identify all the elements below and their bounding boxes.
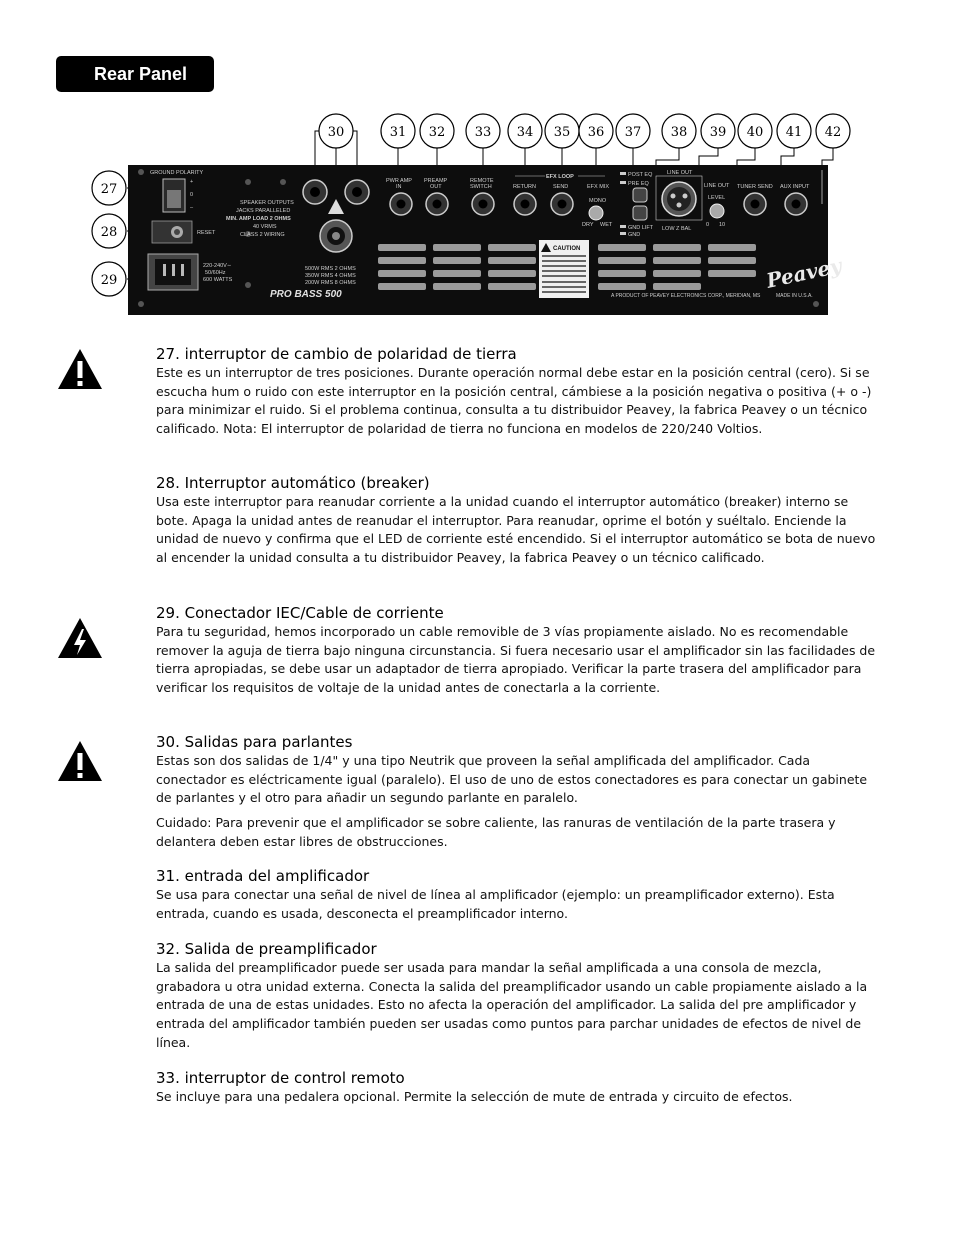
- section-27-title: 27. interruptor de cambio de polaridad de tierra: [156, 345, 517, 363]
- ground-minus-label: –: [190, 205, 194, 211]
- aux-input-label: AUX INPUT: [780, 184, 810, 190]
- efx-mix-knob: [589, 206, 603, 220]
- rear-panel-diagram: [0, 0, 954, 330]
- pwr-amp-in-label-1: PWR AMP: [386, 178, 412, 184]
- speaker-outputs-line-5: CLASS 2 WIRING: [240, 232, 285, 238]
- section-32-text: La salida del preamplificador puede ser usada para mandar la señal amplificada a una consola de mezcla, grabadora u otra unidad externa. Conecta la salida del preamplificador usando un cable propiamente aislado a la entrada de una de estas unidades. Esto no afecta la operación del amplificador. La salida del pre amplificador y entrada del amplificador también pueden ser usadas como puntos para parchar unidades de efectos de nivel de línea.: [156, 960, 868, 1050]
- remote-switch-jack: [472, 193, 494, 215]
- callout-27-label: 27: [100, 182, 118, 197]
- section-27: [156, 345, 876, 439]
- power-spec-line-1: 500W RMS 2 OHMS: [305, 266, 356, 272]
- section-33-title: 33. interruptor de control remoto: [156, 1069, 405, 1087]
- made-in-text: MADE IN U.S.A.: [776, 293, 813, 299]
- mono-label: MONO: [589, 198, 607, 204]
- speaker-output-jack-2: [345, 180, 369, 204]
- return-label: RETURN: [513, 184, 536, 190]
- section-29: [156, 604, 876, 698]
- section-32: [156, 940, 876, 1053]
- section-33-text: Se incluye para una pedalera opcional. Permite la selección de mute de entrada y circuito de efectos.: [156, 1089, 793, 1104]
- xlr-line-out-connector: [662, 182, 696, 216]
- callout-28-label: 28: [100, 225, 118, 240]
- power-rating-line-1: 220-240V∼: [203, 263, 232, 269]
- callout-40: [738, 114, 772, 148]
- callout-37-label: 37: [624, 125, 642, 140]
- callout-37: [616, 114, 650, 148]
- section-28-title: 28. Interruptor automático (breaker): [156, 474, 430, 492]
- line-out-level-label-1: LINE OUT: [704, 183, 730, 189]
- low-z-bal-label: LOW Z BAL: [662, 226, 692, 232]
- line-out-level-label-2: LEVEL: [708, 195, 726, 201]
- speaker-outputs-line-2: JACKS PARALLELED: [236, 208, 291, 214]
- callout-29-label: 29: [100, 273, 118, 288]
- callout-30: [319, 114, 353, 148]
- caution-label: CAUTION: [553, 246, 581, 252]
- callout-39: [701, 114, 735, 148]
- section-30-title: 30. Salidas para parlantes: [156, 733, 353, 751]
- speaker-outputs-line-1: SPEAKER OUTPUTS: [240, 200, 294, 206]
- callout-33-label: 33: [474, 125, 492, 140]
- section-31: [156, 867, 876, 923]
- wet-label: WET: [600, 222, 613, 228]
- return-jack: [514, 193, 536, 215]
- product-of-text: A PRODUCT OF PEAVEY ELECTRONICS CORP., MERIDIAN, MS: [611, 293, 761, 299]
- efx-loop-label: EFX LOOP: [546, 174, 574, 180]
- section-27-text: Este es un interruptor de tres posiciones. Durante operación normal debe estar en la posición central (cero). Si se escucha hum o ruido con este interruptor en la posición central, cámbiese a la posición negativa o positiva (+ o -) para minimizar el ruido. Si el problema continua, consulta a tu distribuidor Peavey, la fabrica Peavey o un técnico calificado. Nota: El interruptor de polaridad de tierra no funciona en modelos de 220/240 Voltios.: [156, 365, 872, 437]
- ground-polarity-label: GROUND POLARITY: [150, 170, 204, 176]
- callout-34-label: 34: [516, 125, 534, 140]
- level-min-label: 0: [706, 222, 710, 228]
- tuner-send-jack: [744, 193, 766, 215]
- send-label: SEND: [553, 184, 569, 190]
- callout-35: [545, 114, 579, 148]
- section-32-title: 32. Salida de preamplificador: [156, 940, 377, 958]
- tuner-send-label: TUNER SEND: [737, 184, 773, 190]
- post-eq-label: POST EQ: [628, 172, 653, 178]
- callout-30-label: 30: [327, 125, 345, 140]
- speaker-outputs-line-3: MIN. AMP LOAD 2 OHMS: [226, 216, 291, 222]
- callout-32: [420, 114, 454, 148]
- ground-zero-label: 0: [190, 192, 194, 198]
- power-spec-line-3: 200W RMS 8 OHMS: [305, 280, 356, 286]
- speakon-output-connector: [320, 220, 352, 252]
- section-30: [156, 733, 876, 852]
- exclamation-warning-icon: [57, 740, 103, 782]
- aux-input-jack: [785, 193, 807, 215]
- dry-label: DRY: [582, 222, 594, 228]
- callout-42-label: 42: [824, 125, 842, 140]
- speaker-outputs-line-4: 40 VRMS: [253, 224, 277, 230]
- pre-post-eq-switch: [633, 188, 647, 202]
- callout-31-label: 31: [389, 125, 407, 140]
- callout-38-label: 38: [670, 125, 688, 140]
- callout-36: [579, 114, 613, 148]
- pre-eq-label: PRE EQ: [628, 181, 649, 187]
- pwr-amp-in-label-2: IN: [396, 184, 402, 190]
- preamp-out-label-1: PREAMP: [424, 178, 448, 184]
- ground-lift-switch: [633, 206, 647, 220]
- exclamation-warning-icon: [57, 348, 103, 390]
- section-31-text: Se usa para conectar una señal de nivel de línea al amplificador (ejemplo: un preamplificador externo). Esta entrada, cuando es usada, desconecta el preamplificador interno.: [156, 887, 835, 921]
- callout-29: [92, 262, 126, 296]
- speaker-output-jack-1: [303, 180, 327, 204]
- lightning-warning-icon: [57, 617, 103, 659]
- ground-plus-label: +: [190, 179, 194, 185]
- preamp-out-jack: [426, 193, 448, 215]
- power-rating-line-3: 600 WATTS: [203, 277, 233, 283]
- preamp-out-label-2: OUT: [430, 184, 442, 190]
- gnd-label: GND: [628, 232, 641, 238]
- section-30-text: Estas son dos salidas de 1/4" y una tipo Neutrik que proveen la señal amplificada del amplificador. Cada conectador es eléctricamente igual (paralelo). El uso de uno de estos conectadores es para conectar un gabinete de parlantes y el otro para añadir un segundo parlante en paralelo.: [156, 753, 868, 806]
- callout-41: [777, 114, 811, 148]
- power-spec-line-2: 350W RMS 4 OHMS: [305, 273, 356, 279]
- callout-38: [662, 114, 696, 148]
- remote-switch-label-2: SWITCH: [470, 184, 492, 190]
- page-header-title: Rear Panel: [94, 64, 188, 84]
- send-jack: [551, 193, 573, 215]
- section-28-text: Usa este interruptor para reanudar corriente a la unidad cuando el interruptor automático (breaker) interno se bote. Apaga la unidad antes de reanudar el interruptor. Para reanudar, oprime el botón y suéltalo. Enciende la unidad de nuevo y confirma que el LED de corriente esté encendido. Si el interruptor automático se bota de nuevo al encender la unidad consulta a tu distribuidor Peavey, la fabrica Peavey o un técnico calificado.: [156, 494, 876, 566]
- callout-36-label: 36: [587, 125, 605, 140]
- callout-31: [381, 114, 415, 148]
- section-30-caution-text: Cuidado: Para prevenir que el amplificador se sobre caliente, las ranuras de ventilación de la parte trasera y delantera deben estar libres de obstrucciones.: [156, 815, 836, 849]
- gnd-lift-label: GND LIFT: [628, 225, 654, 231]
- callout-34: [508, 114, 542, 148]
- peavey-logo: Peavey: [764, 253, 844, 293]
- callout-39-label: 39: [709, 125, 727, 140]
- callout-27: [92, 171, 126, 205]
- remote-switch-label-1: REMOTE: [470, 178, 494, 184]
- callout-28: [92, 214, 126, 248]
- callout-33: [466, 114, 500, 148]
- efx-mix-label: EFX MIX: [587, 184, 610, 190]
- section-31-title: 31. entrada del amplificador: [156, 867, 370, 885]
- reset-label: RESET: [197, 230, 216, 236]
- power-rating-line-2: 50/60Hz: [205, 270, 226, 276]
- callout-42: [816, 114, 850, 148]
- line-out-level-knob: [710, 204, 724, 218]
- pwr-amp-in-jack: [390, 193, 412, 215]
- callout-35-label: 35: [553, 125, 571, 140]
- section-29-title: 29. Conectador IEC/Cable de corriente: [156, 604, 444, 622]
- section-28: [156, 474, 876, 568]
- line-out-label: LINE OUT: [667, 170, 693, 176]
- level-max-label: 10: [719, 222, 726, 228]
- callout-41-label: 41: [785, 125, 803, 140]
- section-29-text: Para tu seguridad, hemos incorporado un cable removible de 3 vías propiamente aislado. No es recomendable remover la aguja de tierra bajo ninguna circunstancia. Si fuera necesario usar el amplificador sin las facilidades de tierra apropiadas, se debe usar un adaptador de tierra apropiado. Verificar la parte trasera del amplificador para verificar los requisitos de voltaje de la unidad antes de conectarla a la corriente.: [156, 624, 876, 696]
- section-33: [156, 1069, 876, 1107]
- callout-40-label: 40: [746, 125, 764, 140]
- model-name: PRO BASS 500: [270, 289, 342, 300]
- callout-32-label: 32: [428, 125, 446, 140]
